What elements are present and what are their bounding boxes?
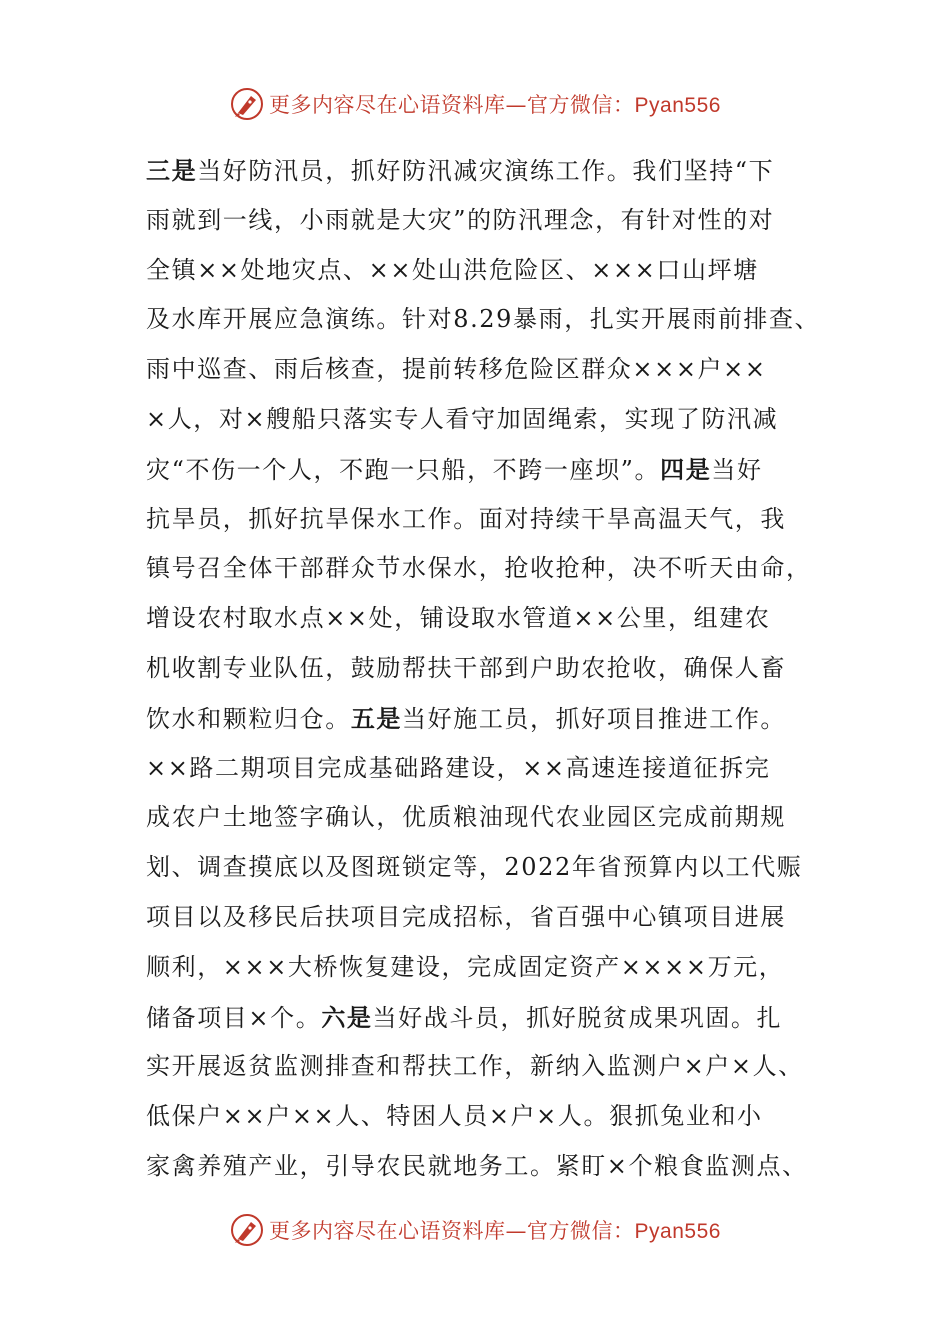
text-segment: 家禽养殖产业，引导农民就地务工。紧盯×个粮食监测点、 bbox=[146, 1151, 808, 1180]
text-line bbox=[146, 893, 826, 943]
text-line bbox=[146, 146, 826, 196]
text-line bbox=[146, 943, 826, 993]
bold-lead-phrase: 四是 bbox=[660, 454, 712, 484]
text-segment: 当好防汛员，抓好防汛减灾演练工作。我们坚持“下 bbox=[197, 157, 775, 185]
watermark-id: Pyan556 bbox=[634, 94, 721, 117]
text-segment: 机收割专业队伍，鼓励帮扶干部到户助农抢收，确保人畜 bbox=[146, 653, 786, 682]
watermark-dash: — bbox=[505, 1219, 528, 1243]
text-line bbox=[146, 395, 826, 445]
text-line bbox=[146, 295, 826, 345]
text-line bbox=[146, 544, 826, 594]
text-segment: 抗旱员，抓好抗旱保水工作。面对持续干旱高温天气，我 bbox=[146, 504, 786, 533]
text-segment: 当好战斗员，抓好脱贫成果巩固。扎 bbox=[372, 1003, 783, 1032]
text-segment: 增设农村取水点××处，铺设取水管道××公里，组建农 bbox=[146, 604, 771, 633]
text-line bbox=[146, 445, 826, 495]
text-segment: 雨就到一线，小雨就是大灾”的防汛理念，有针对性的对 bbox=[146, 205, 775, 234]
text-segment: 全镇××处地灾点、××处山洪危险区、×××口山坪塘 bbox=[146, 255, 759, 284]
text-segment: 镇号召全体干部群众节水保水，抢收抢种，决不听天由命， bbox=[146, 554, 812, 583]
header-watermark-text bbox=[269, 89, 721, 119]
text-line bbox=[146, 993, 826, 1043]
watermark-official: 官方微信： bbox=[527, 1219, 635, 1243]
bold-lead-phrase: 三是 bbox=[146, 156, 198, 185]
text-line bbox=[146, 793, 826, 843]
text-segment: 顺利，×××大桥恢复建设，完成固定资产××××万元， bbox=[146, 952, 785, 981]
bold-lead-phrase: 五是 bbox=[350, 703, 403, 733]
text-line bbox=[146, 345, 826, 395]
watermark-main: 更多内容尽在心语资料库 bbox=[269, 1219, 506, 1243]
text-segment: ××路二期项目完成基础路建设，××高速连接道征拆完 bbox=[146, 753, 771, 782]
text-segment: 实开展返贫监测排查和帮扶工作，新纳入监测户×户×人、 bbox=[146, 1052, 804, 1081]
watermark-official: 官方微信： bbox=[527, 93, 635, 117]
text-line bbox=[146, 744, 826, 794]
text-segment: 划、调查摸底以及图斑锁定等，2022年省预算内以工代赈 bbox=[146, 853, 803, 882]
text-segment: 饮水和颗粒归仓。 bbox=[146, 704, 351, 733]
text-line bbox=[146, 644, 826, 694]
text-line bbox=[146, 495, 826, 545]
footer-watermark-text bbox=[269, 1215, 721, 1245]
text-segment: 低保户××户××人、特困人员×户×人。狠抓兔业和小 bbox=[146, 1102, 763, 1131]
text-segment: 成农户土地签字确认，优质粮油现代农业园区完成前期规 bbox=[146, 803, 786, 832]
text-line bbox=[146, 196, 826, 246]
watermark-dash: — bbox=[505, 93, 528, 117]
header-watermark-banner bbox=[0, 82, 950, 126]
pen-nib-logo-icon bbox=[229, 86, 265, 122]
text-segment: 储备项目×个。 bbox=[146, 1003, 322, 1032]
text-segment: 雨中巡查、雨后核查，提前转移危险区群众×××户×× bbox=[146, 355, 767, 384]
text-line bbox=[146, 694, 826, 744]
text-segment: 当好施工员，抓好项目推进工作。 bbox=[402, 704, 787, 733]
text-line bbox=[146, 1042, 826, 1092]
text-line bbox=[146, 1092, 826, 1142]
text-line bbox=[146, 843, 826, 893]
text-segment: 当好 bbox=[711, 455, 763, 484]
pen-nib-logo-icon bbox=[229, 1212, 265, 1248]
document-body bbox=[146, 146, 826, 1192]
text-segment: 及水库开展应急演练。针对8.29暴雨，扎实开展雨前排查、 bbox=[146, 305, 821, 334]
text-segment: ×人，对×艘船只落实专人看守加固绳索，实现了防汛减 bbox=[146, 404, 779, 433]
text-line bbox=[146, 246, 826, 296]
bold-lead-phrase: 六是 bbox=[321, 1002, 373, 1032]
text-line bbox=[146, 594, 826, 644]
footer-watermark-banner bbox=[0, 1208, 950, 1252]
text-segment: 项目以及移民后扶项目完成招标，省百强中心镇项目进展 bbox=[146, 902, 786, 931]
text-line bbox=[146, 1142, 826, 1192]
watermark-main: 更多内容尽在心语资料库 bbox=[269, 93, 506, 117]
watermark-id: Pyan556 bbox=[634, 1220, 721, 1243]
text-segment: 灾“不伤一个人，不跑一只船，不跨一座坝”。 bbox=[146, 455, 661, 484]
